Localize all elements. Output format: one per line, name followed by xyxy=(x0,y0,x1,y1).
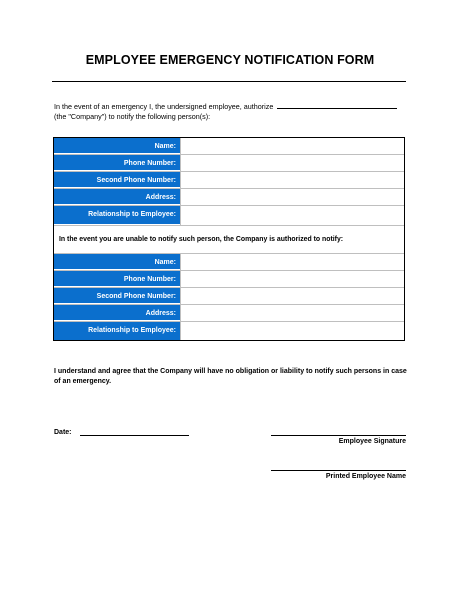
field-label: Relationship to Employee: xyxy=(54,206,180,225)
row-alternate-relationship xyxy=(54,322,404,340)
printed-name-label: Printed Employee Name xyxy=(325,473,406,480)
alternate-phone-field[interactable] xyxy=(180,271,404,287)
contact-form-table xyxy=(53,137,405,341)
row-alternate-name xyxy=(54,254,404,271)
primary-name-field[interactable] xyxy=(180,138,404,154)
primary-relationship-field[interactable] xyxy=(180,206,404,225)
row-primary-name xyxy=(54,138,404,155)
field-label: Second Phone Number: xyxy=(54,172,180,188)
row-alternate-address xyxy=(54,305,404,322)
intro-line-1: In the event of an emergency I, the undersigned employee, authorize xyxy=(54,102,274,111)
field-label: Relationship to Employee: xyxy=(54,322,180,340)
row-primary-address xyxy=(54,189,404,206)
row-primary-relationship xyxy=(54,206,404,226)
row-primary-second-phone xyxy=(54,172,404,189)
company-name-blank[interactable] xyxy=(277,101,397,109)
primary-second-phone-field[interactable] xyxy=(180,172,404,188)
field-label: Name: xyxy=(54,138,180,154)
intro-line-2: (the "Company") to notify the following person(s): xyxy=(54,111,211,121)
employee-signature-label: Employee Signature xyxy=(338,438,406,445)
field-label: Address: xyxy=(54,189,180,205)
field-label: Address: xyxy=(54,305,180,321)
primary-phone-field[interactable] xyxy=(180,155,404,171)
printed-name-line[interactable] xyxy=(271,470,406,471)
alternate-relationship-field[interactable] xyxy=(180,322,404,340)
alternate-contact-note: In the event you are unable to notify such person, the Company is authorized to notify: xyxy=(54,226,404,254)
alternate-name-field[interactable] xyxy=(180,254,404,270)
employee-signature-line[interactable] xyxy=(271,435,406,436)
primary-address-field[interactable] xyxy=(180,189,404,205)
title-divider xyxy=(52,81,406,82)
field-label: Phone Number: xyxy=(54,155,180,171)
alternate-second-phone-field[interactable] xyxy=(180,288,404,304)
agreement-statement: I understand and agree that the Company will have no obligation or liability to notify such persons in case of an emergency. xyxy=(54,368,407,385)
intro-text xyxy=(54,101,414,121)
field-label: Name: xyxy=(54,254,180,270)
row-primary-phone xyxy=(54,155,404,172)
row-alternate-phone xyxy=(54,271,404,288)
field-label: Second Phone Number: xyxy=(54,288,180,304)
alternate-address-field[interactable] xyxy=(180,305,404,321)
date-label: Date: xyxy=(54,429,72,436)
form-title: EMPLOYEE EMERGENCY NOTIFICATION FORM xyxy=(85,53,375,67)
field-label: Phone Number: xyxy=(54,271,180,287)
date-field-line[interactable] xyxy=(80,435,189,436)
row-alternate-second-phone xyxy=(54,288,404,305)
